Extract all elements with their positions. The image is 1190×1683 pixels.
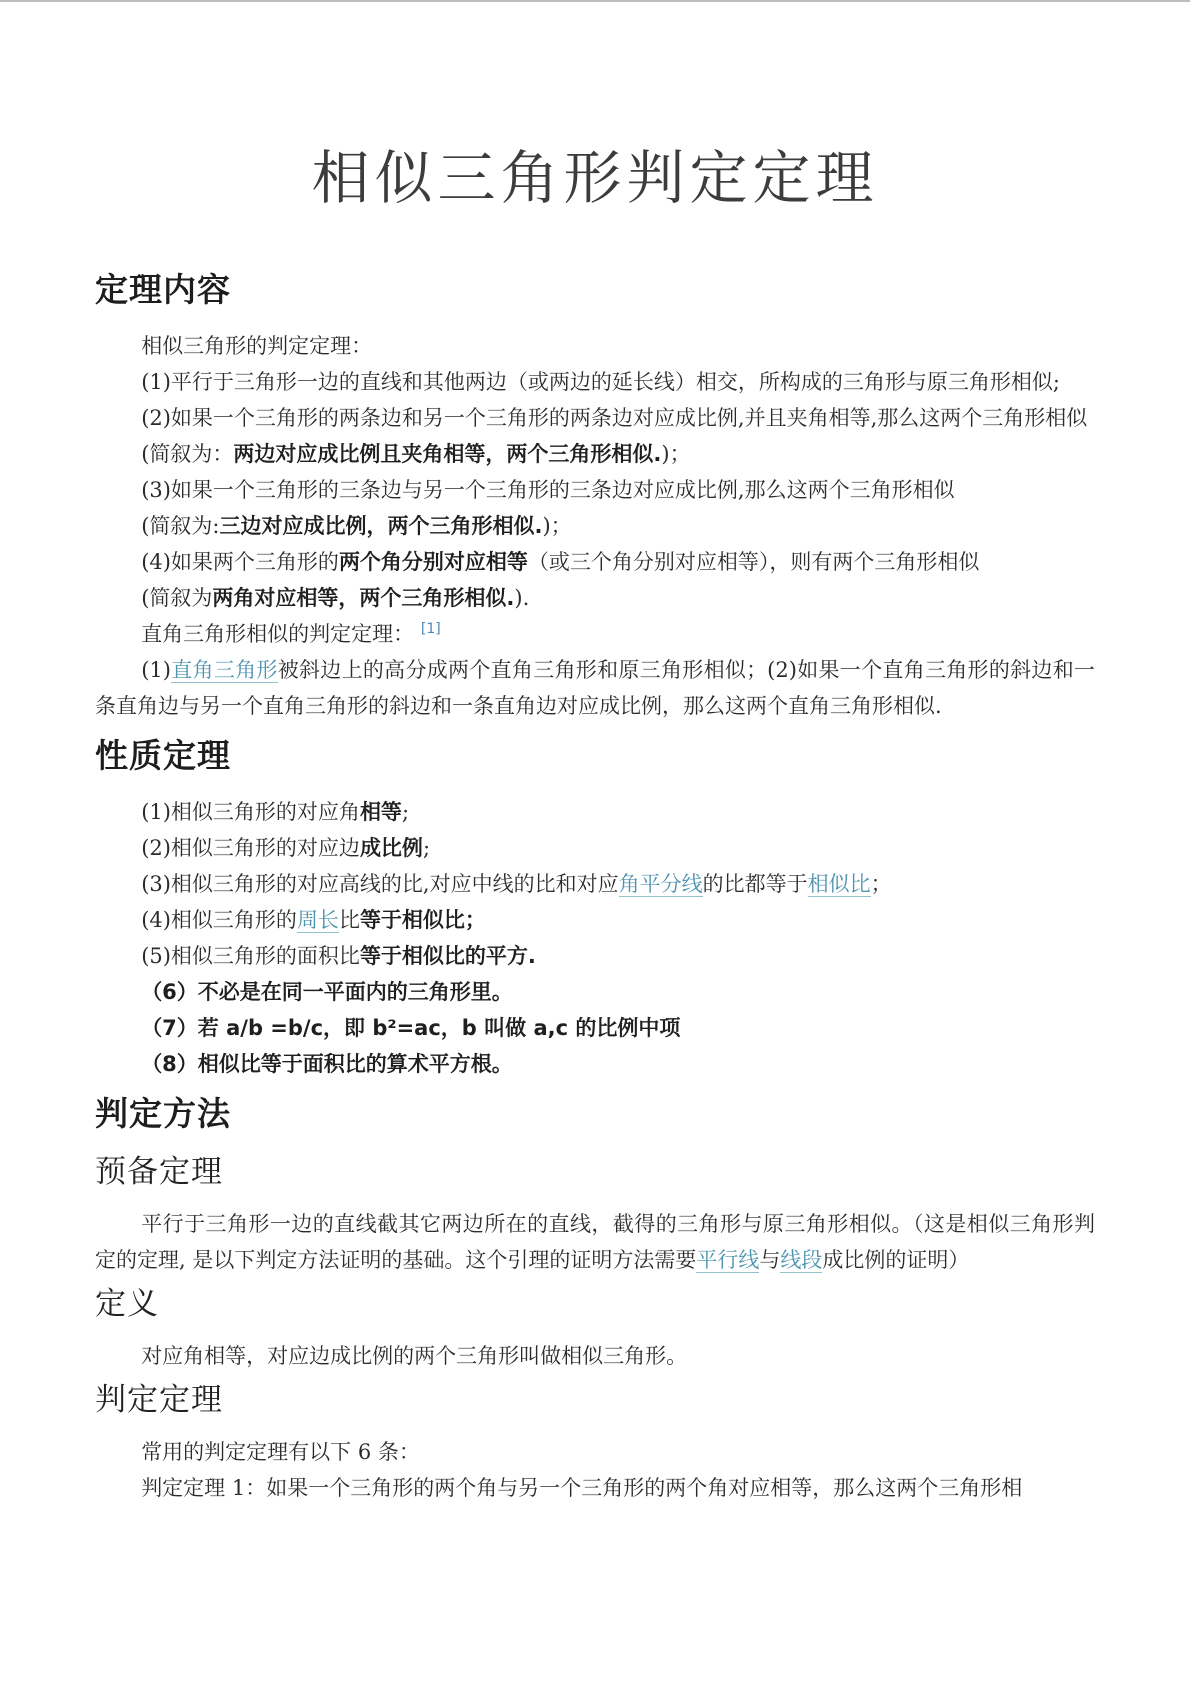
paragraph <box>95 938 1095 974</box>
section-heading-preliminary-theorem: 预备定理 <box>95 1154 223 1190</box>
bold-text: （8）相似比等于面积比的算术平方根。 <box>141 1052 513 1076</box>
text-run: (3)相似三角形的对应高线的比,对应中线的比和对应 <box>141 872 619 896</box>
text-run: 的比都等于 <box>702 872 808 896</box>
section-heading-theorem-content: 定理内容 <box>95 270 231 309</box>
bold-text: 成比例 <box>359 836 423 860</box>
paragraph <box>95 544 1095 580</box>
text-run: (4)相似三角形的 <box>141 908 297 932</box>
text-run: ; <box>422 836 431 860</box>
paragraph <box>95 1338 1095 1374</box>
text-run: (简叙为: <box>141 514 220 538</box>
text-run: 常用的判定定理有以下 6 条： <box>141 1440 420 1464</box>
text-run: ； <box>870 872 892 896</box>
text-run: 比 <box>338 908 360 932</box>
bold-text: 等于相似比； <box>359 908 486 932</box>
bold-text: 两角对应相等，两个三角形相似. <box>212 586 515 610</box>
section-heading-definition: 定义 <box>95 1286 159 1322</box>
paragraph <box>95 1046 1095 1082</box>
paragraph <box>95 616 1095 652</box>
text-run: (2)如果一个三角形的两条边和另一个三角形的两条边对应成比例,并且夹角相等,那么这两个三角形相似 <box>141 406 1088 430</box>
bold-text: （6）不必是在同一平面内的三角形里。 <box>141 980 513 1004</box>
paragraph <box>95 364 1095 400</box>
text-run: (2)相似三角形的对应边 <box>141 836 360 860</box>
document-body <box>0 142 1190 1506</box>
section-heading-property-theorem: 性质定理 <box>95 736 231 775</box>
citation-ref-1[interactable]: [1] <box>420 621 441 637</box>
paragraph <box>95 580 1095 616</box>
bold-text: 三边对应成比例，两个三角形相似. <box>219 514 543 538</box>
text-run: 直角三角形相似的判定定理： <box>141 622 421 646</box>
text-run: (简叙为： <box>141 442 234 466</box>
text-run: 相似三角形的判定定理： <box>141 334 373 358</box>
paragraph <box>95 974 1095 1010</box>
link-angle-bisector[interactable]: 角平分线 <box>618 872 703 896</box>
link-line-segment[interactable]: 线段 <box>780 1248 823 1272</box>
paragraph <box>95 866 1095 902</box>
text-run: ). <box>514 586 530 610</box>
text-run: (3)如果一个三角形的三条边与另一个三角形的三条边对应成比例,那么这两个三角形相似 <box>141 478 955 502</box>
paragraph <box>95 1010 1095 1046</box>
text-run: (4)如果两个三角形的 <box>141 550 339 574</box>
paragraph <box>95 400 1095 436</box>
page-title: 相似三角形判定定理 <box>311 144 879 212</box>
paragraph <box>95 1206 1095 1278</box>
paragraph <box>95 652 1095 724</box>
paragraph <box>95 1470 1095 1506</box>
text-run: 与 <box>759 1248 781 1272</box>
text-run: 对应角相等，对应边成比例的两个三角形叫做相似三角形。 <box>141 1344 688 1368</box>
section-heading-determination-theorems: 判定定理 <box>95 1382 223 1418</box>
text-run: 平行于三角形一边的直线截其它两边所在的直线，截得的三角形与原三角形相似。（这是相似三角形判定的定理, 是以下判定方法证明的基础。这个引理的证明方法需要 <box>95 1212 1095 1272</box>
text-run: )； <box>542 514 572 538</box>
section-heading-determination-methods: 判定方法 <box>95 1094 231 1133</box>
text-run: 被斜边上的高分成两个直角三角形和原三角形相似；(2)如果一个直角三角形的斜边和一条直角边与另一个直角三角形的斜边和一条直角边对应成比例，那么这两个直角三角形相似. <box>95 658 1095 718</box>
paragraph <box>95 508 1095 544</box>
text-run: 判定定理 1：如果一个三角形的两个角与另一个三角形的两个角对应相等，那么这两个三角形相 <box>141 1476 1023 1500</box>
text-run: (1) <box>141 658 171 682</box>
text-run: 成比例的证明） <box>822 1248 970 1272</box>
bold-text: 等于相似比的平方. <box>359 944 536 968</box>
paragraph <box>95 328 1095 364</box>
text-run: )； <box>661 442 691 466</box>
text-run: (5)相似三角形的面积比 <box>141 944 360 968</box>
paragraph <box>95 902 1095 938</box>
link-similarity-ratio[interactable]: 相似比 <box>807 872 871 896</box>
link-parallel-lines[interactable]: 平行线 <box>696 1248 760 1272</box>
paragraph <box>95 794 1095 830</box>
paragraph <box>95 472 1095 508</box>
bold-text: （7）若 a/b =b/c，即 b²=ac，b 叫做 a,c 的比例中项 <box>141 1016 681 1040</box>
bold-text: 两个角分别对应相等 <box>338 550 528 574</box>
text-run: ; <box>401 800 410 824</box>
link-perimeter[interactable]: 周长 <box>296 908 339 932</box>
paragraph <box>95 1434 1095 1470</box>
paragraph <box>95 436 1095 472</box>
paragraph <box>95 830 1095 866</box>
text-run: (1)平行于三角形一边的直线和其他两边（或两边的延长线）相交，所构成的三角形与原三角形相似; <box>141 370 1061 394</box>
text-run: (简叙为 <box>141 586 213 610</box>
bold-text: 两边对应成比例且夹角相等，两个三角形相似. <box>233 442 662 466</box>
article-content <box>95 268 1095 1506</box>
text-run: (1)相似三角形的对应角 <box>141 800 360 824</box>
text-run: （或三个角分别对应相等），则有两个三角形相似 <box>527 550 980 574</box>
link-right-triangle[interactable]: 直角三角形 <box>170 658 278 682</box>
bold-text: 相等 <box>359 800 402 824</box>
